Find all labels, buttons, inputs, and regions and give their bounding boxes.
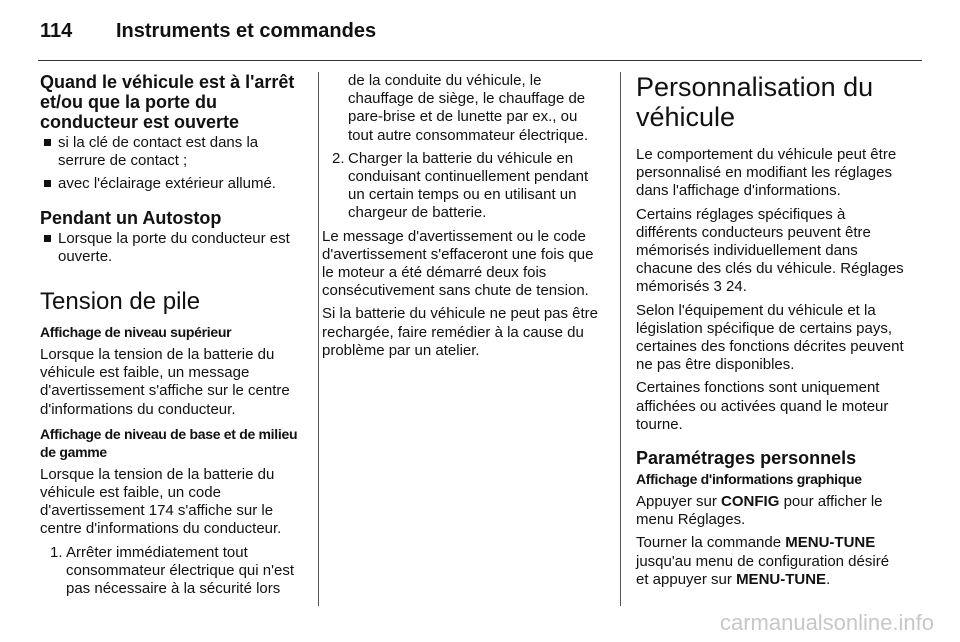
menu-tune-key-label-2: MENU-TUNE xyxy=(736,570,827,588)
paragraph-recharge: Si la batterie du véhicule ne peut pas être rechargée, faire remédier à la cause du problème par un atelier. xyxy=(322,305,599,359)
config-key-label: CONFIG xyxy=(721,493,780,511)
list-item: Lorsque la porte du conducteur est ouverte. xyxy=(40,230,306,266)
steps-list-continued xyxy=(322,150,606,223)
bullet-list-autostop xyxy=(40,230,306,266)
paragraph-menu-tune: Tourner la commande MENU-TUNE jusqu'au menu de configuration désiré et appuyer sur MENU-TUNE. xyxy=(636,534,890,588)
bullet-square-icon xyxy=(44,139,51,146)
list-item: si la clé de contact est dans la serrure de contact ; xyxy=(40,134,306,170)
column-divider-2 xyxy=(620,72,621,606)
step-item-2: 2. Charger la batterie du véhicule en conduisant continuellement pendant un certain temps ou en utilisant un chargeur de batterie. xyxy=(332,149,589,222)
page-number: 114 xyxy=(40,20,73,42)
column-2 xyxy=(322,72,606,365)
steps-list xyxy=(40,544,306,599)
paragraph-config: Appuyer sur CONFIG pour afficher le menu Réglages. xyxy=(636,493,883,529)
column-3 xyxy=(636,72,904,594)
heading-conditions: Quand le véhicule est à l'arrêt et/ou que la porte du conducteur est ouverte xyxy=(40,72,295,132)
paragraph-engine: Certaines fonctions sont uniquement affichées ou activées quand le moteur tourne. xyxy=(636,379,889,433)
column-divider-1 xyxy=(318,72,319,606)
heading-personnalisation: Personnalisation du véhicule xyxy=(636,72,874,132)
heading-autostop: Pendant un Autostop xyxy=(40,207,222,228)
step-item-1: 1. Arrêter immédiatement tout consommateur électrique qui n'est pas nécessaire à la sécurité lors xyxy=(50,543,294,598)
bullet-square-icon xyxy=(44,180,51,187)
header-divider xyxy=(38,60,922,61)
heading-graphic-display: Affichage d'informations graphique xyxy=(636,471,862,488)
heading-tension-de-pile: Tension de pile xyxy=(40,288,201,316)
paragraph-intro: Le comportement du véhicule peut être personnalisé en modifiant les réglages dans l'affichage d'informations. xyxy=(636,146,897,200)
chapter-title: Instruments et commandes xyxy=(116,20,377,42)
column-1 xyxy=(40,72,306,603)
paragraph-base-level: Lorsque la tension de la batterie du véhicule est faible, un code d'avertissement 174 s'affiche sur le centre d'informations du conducteur. xyxy=(40,465,282,538)
list-item: avec l'éclairage extérieur allumé. xyxy=(40,175,306,193)
page-reference-link[interactable]: 24. xyxy=(726,278,747,296)
paragraph-upper-level: Lorsque la tension de la batterie du véhicule est faible, un message d'avertissement s'affiche sur le centre d'informations du conducteur. xyxy=(40,346,290,418)
menu-tune-key-label: MENU-TUNE xyxy=(785,534,876,552)
paragraph-equipment: Selon l'équipement du véhicule et la législation spécifique de certains pays, certaines des fonctions décrites peuvent ne pas être disponibles. xyxy=(636,301,904,374)
bullet-list-conditions xyxy=(40,134,306,194)
heading-parametrages: Paramétrages personnels xyxy=(636,448,857,469)
page-reference-icon[interactable]: 3 xyxy=(713,278,722,296)
page-header xyxy=(40,16,920,56)
paragraph-memorised: Certains réglages spécifiques à différents conducteurs peuvent être mémorisés individuellement dans chacune des clés du véhicule. Réglages mémorisés 3 24. xyxy=(636,205,904,296)
heading-base-level: Affichage de niveau de base et de milieu de gamme xyxy=(40,425,298,460)
heading-upper-level: Affichage de niveau supérieur xyxy=(40,324,232,341)
step-item-1-continued: de la conduite du véhicule, le chauffage de siège, le chauffage de pare-brise et de lunette par ex., ou tout autre consommateur électrique. xyxy=(348,72,589,144)
bullet-square-icon xyxy=(44,235,51,242)
watermark: carmanualsonline.info xyxy=(719,610,934,635)
paragraph-message-cleared: Le message d'avertissement ou le code d'avertissement s'effaceront une fois que le moteur a été démarré deux fois consécutivement sans chute de tension. xyxy=(322,227,594,300)
